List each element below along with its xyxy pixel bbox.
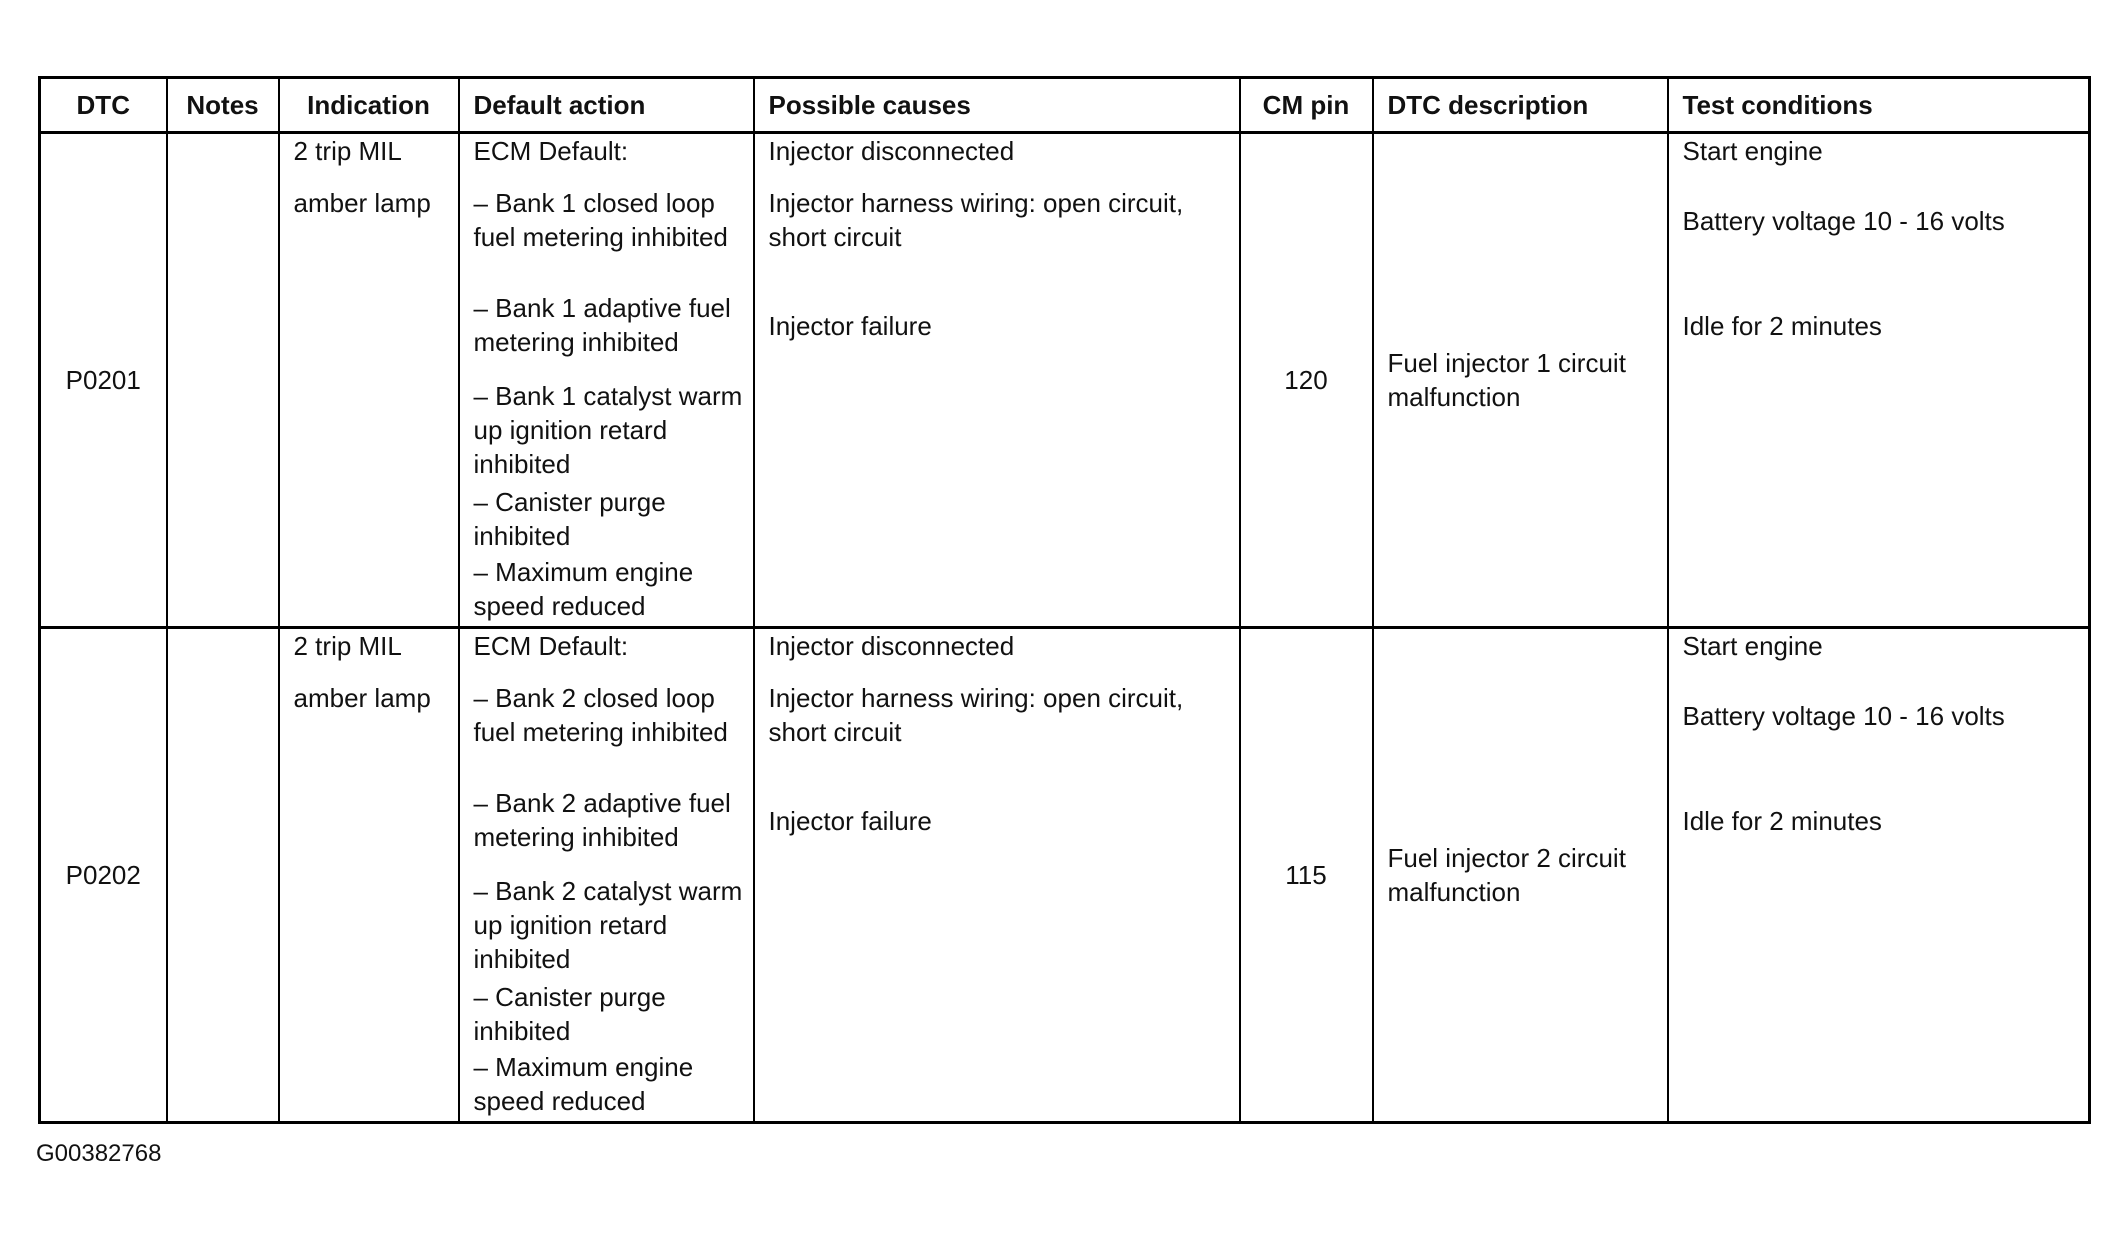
default-action-item: – Bank 1 closed loop fuel metering inhibited [473, 188, 728, 252]
header-dtc: DTC [40, 78, 167, 133]
table-row [40, 133, 2090, 628]
dtc-description-cell [1373, 628, 1668, 1123]
cm-pin-cell [1240, 133, 1373, 628]
possible-cause-item: Injector disconnected [768, 136, 1015, 166]
indication-cell [279, 628, 459, 1123]
default-action-item: ECM Default: [473, 631, 629, 661]
possible-cause-item: Injector harness wiring: open circuit, short circuit [768, 683, 1184, 747]
default-action-item: – Canister purge inhibited [473, 487, 666, 551]
test-condition-item: Start engine [1682, 631, 1823, 661]
default-action-item: – Bank 1 adaptive fuel metering inhibited [473, 293, 731, 357]
header-possible-causes: Possible causes [754, 78, 1240, 133]
test-condition-item: Idle for 2 minutes [1682, 311, 1882, 341]
test-condition-item: Battery voltage 10 - 16 volts [1682, 701, 2005, 731]
test-condition-item: Start engine [1682, 136, 1823, 166]
default-action-cell [459, 628, 754, 1123]
possible-cause-item: Injector disconnected [768, 631, 1015, 661]
possible-causes-cell [754, 628, 1240, 1123]
notes-cell [167, 133, 279, 628]
header-indication: Indication [279, 78, 459, 133]
default-action-item: – Maximum engine speed reduced [473, 557, 694, 621]
dtc-description-text: Fuel injector 2 circuit malfunction [1387, 843, 1626, 907]
indication-cell [279, 133, 459, 628]
possible-causes-cell [754, 133, 1240, 628]
header-test-conditions: Test conditions [1668, 78, 2090, 133]
dtc-code-cell [40, 133, 167, 628]
default-action-item: ECM Default: [473, 136, 629, 166]
dtc-code: P0202 [65, 860, 141, 890]
test-condition-item: Battery voltage 10 - 16 volts [1682, 206, 2005, 236]
figure-code: G00382768 [36, 1140, 162, 1167]
indication-item: amber lamp [293, 683, 431, 713]
dtc-code-cell [40, 628, 167, 1123]
indication-item: 2 trip MIL [293, 136, 402, 166]
cm-pin-cell [1240, 628, 1373, 1123]
default-action-cell [459, 133, 754, 628]
default-action-item: – Bank 2 closed loop fuel metering inhibited [473, 683, 728, 747]
test-condition-item: Idle for 2 minutes [1682, 806, 1882, 836]
header-default-action: Default action [459, 78, 754, 133]
indication-item: amber lamp [293, 188, 431, 218]
header-notes: Notes [167, 78, 279, 133]
default-action-item: – Bank 2 catalyst warm up ignition retard inhibited [473, 876, 743, 974]
dtc-code: P0201 [65, 365, 141, 395]
dtc-table [38, 76, 2091, 1124]
header-dtc-description: DTC description [1373, 78, 1668, 133]
test-conditions-cell [1668, 133, 2090, 628]
default-action-item: – Bank 2 adaptive fuel metering inhibited [473, 788, 731, 852]
cm-pin-value: 115 [1285, 860, 1327, 890]
header-cm-pin: CM pin [1240, 78, 1373, 133]
table-row [40, 628, 2090, 1123]
notes-cell [167, 628, 279, 1123]
default-action-item: – Bank 1 catalyst warm up ignition retard inhibited [473, 381, 743, 479]
default-action-item: – Canister purge inhibited [473, 982, 666, 1046]
test-conditions-cell [1668, 628, 2090, 1123]
possible-cause-item: Injector failure [768, 311, 932, 341]
possible-cause-item: Injector harness wiring: open circuit, short circuit [768, 188, 1184, 252]
dtc-description-cell [1373, 133, 1668, 628]
possible-cause-item: Injector failure [768, 806, 932, 836]
indication-item: 2 trip MIL [293, 631, 402, 661]
dtc-description-text: Fuel injector 1 circuit malfunction [1387, 348, 1626, 412]
default-action-item: – Maximum engine speed reduced [473, 1052, 694, 1116]
cm-pin-value: 120 [1284, 365, 1328, 395]
table-header-row [40, 78, 2090, 133]
